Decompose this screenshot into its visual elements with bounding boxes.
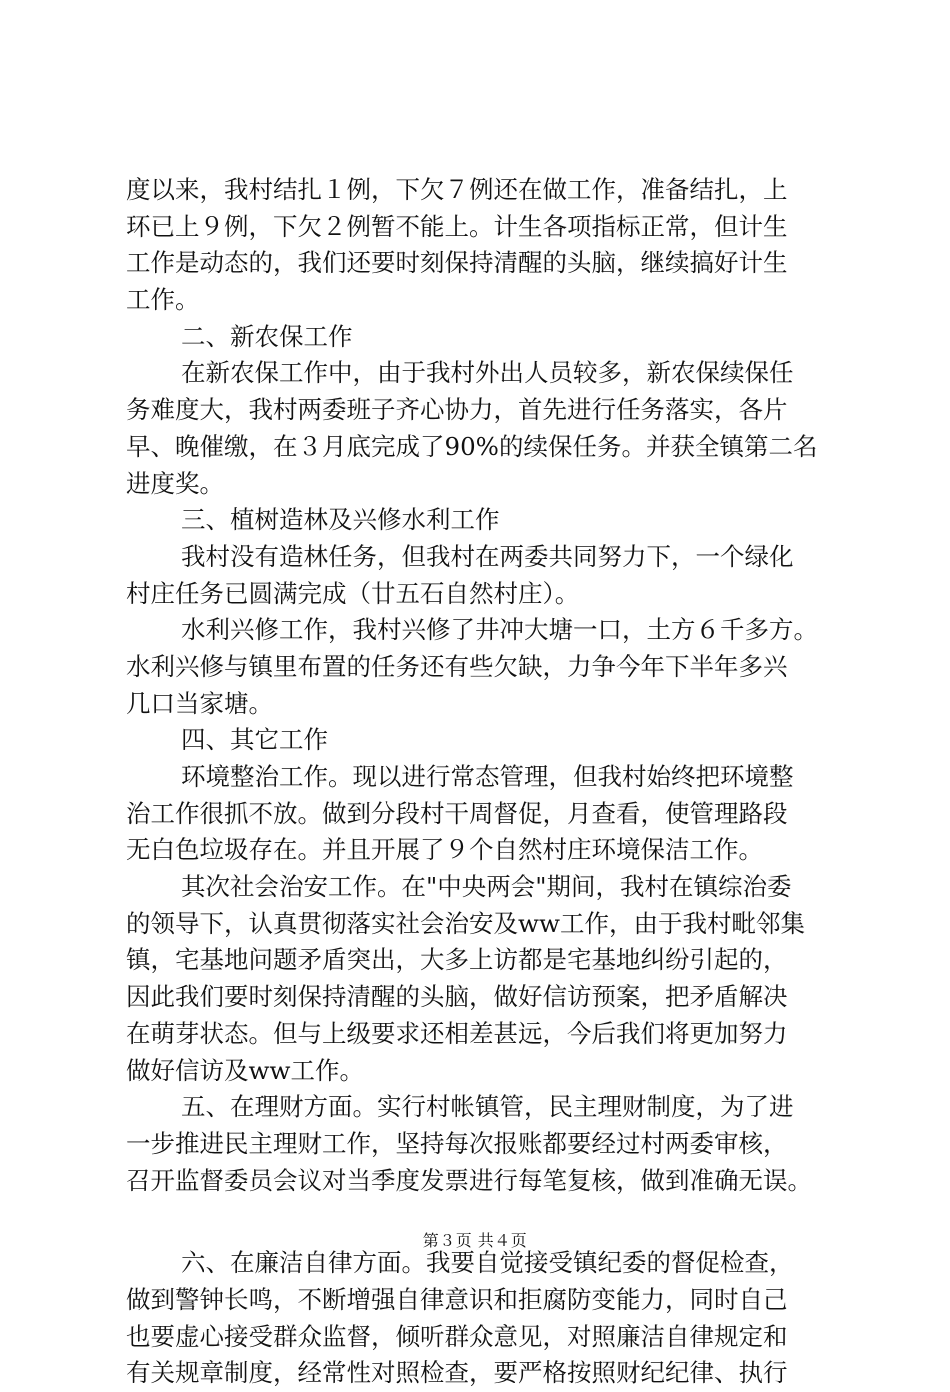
text-line: 其次社会治安工作。在"中央两会"期间，我村在镇综治委 <box>181 872 792 902</box>
text-line: 五、在理财方面。实行村帐镇管，民主理财制度，为了进 <box>181 1092 794 1122</box>
text-line: 务难度大，我村两委班子齐心协力，首先进行任务落实，各片 <box>126 395 788 425</box>
text-line: 环已上９例，下欠２例暂不能上。计生各项指标正常，但计生 <box>126 211 788 241</box>
text-line: 四、其它工作 <box>181 725 328 755</box>
text-line: 三、植树造林及兴修水利工作 <box>181 505 500 535</box>
text-line: 六、在廉洁自律方面。我要自觉接受镇纪委的督促检查， <box>181 1248 794 1278</box>
text-line: 在萌芽状态。但与上级要求还相差甚远，今后我们将更加努力 <box>126 1018 788 1048</box>
text-line: 工作。 <box>126 285 200 315</box>
text-line: 也要虚心接受群众监督，倾听群众意见，对照廉洁自律规定和 <box>126 1321 788 1351</box>
text-line: 环境整治工作。现以进行常态管理，但我村始终把环境整 <box>181 762 794 791</box>
body-block-a <box>126 172 842 1199</box>
text-line: 度以来，我村结扎１例，下欠７例还在做工作，准备结扎，上 <box>126 175 788 204</box>
text-line: 做到警钟长鸣，不断增强自律意识和拒腐防变能力，同时自己 <box>126 1284 788 1314</box>
text-line: 无白色垃圾存在。并且开展了９个自然村庄环境保洁工作。 <box>126 835 763 865</box>
text-line: 我村没有造林任务，但我村在两委共同努力下，一个绿化 <box>181 541 794 571</box>
text-line: 水利兴修工作，我村兴修了井冲大塘一口，土方６千多方。 <box>181 615 818 645</box>
text-line: 村庄任务已圆满完成（廿五石自然村庄）。 <box>126 578 580 608</box>
text-line: 几口当家塘。 <box>126 688 273 718</box>
text-line: 召开监督委员会议对当季度发票进行每笔复核，做到准确无误。 <box>126 1165 812 1195</box>
text-line: 的领导下，认真贯彻落实社会治安及ww工作，由于我村毗邻集 <box>126 908 805 938</box>
text-line: 早、晚催缴，在３月底完成了90%的续保任务。并获全镇第二名 <box>126 431 818 461</box>
text-line: 水利兴修与镇里布置的任务还有些欠缺，力争今年下半年多兴 <box>126 651 788 681</box>
text-line: 有关规章制度，经常性对照检查，要严格按照财纪纪律、执行 <box>126 1358 788 1388</box>
document-body <box>126 172 842 1392</box>
text-line: 一步推进民主理财工作，坚持每次报账都要经过村两委审核， <box>126 1128 788 1158</box>
page-footer: 第３页 共４页 <box>422 1231 528 1250</box>
text-line: 工作是动态的，我们还要时刻保持清醒的头脑，继续搞好计生 <box>126 248 788 278</box>
body-block-b <box>126 1245 842 1392</box>
text-line: 在新农保工作中，由于我村外出人员较多，新农保续保任 <box>181 358 794 388</box>
text-line: 镇，宅基地问题矛盾突出，大多上访都是宅基地纠纷引起的， <box>126 945 788 975</box>
text-line: 治工作很抓不放。做到分段村干周督促，月查看，使管理路段 <box>126 798 788 828</box>
text-line: 因此我们要时刻保持清醒的头脑，做好信访预案，把矛盾解决 <box>126 982 788 1012</box>
text-line: 进度奖。 <box>126 468 224 498</box>
text-line: 做好信访及ww工作。 <box>126 1055 364 1085</box>
text-line: 二、新农保工作 <box>181 321 353 351</box>
